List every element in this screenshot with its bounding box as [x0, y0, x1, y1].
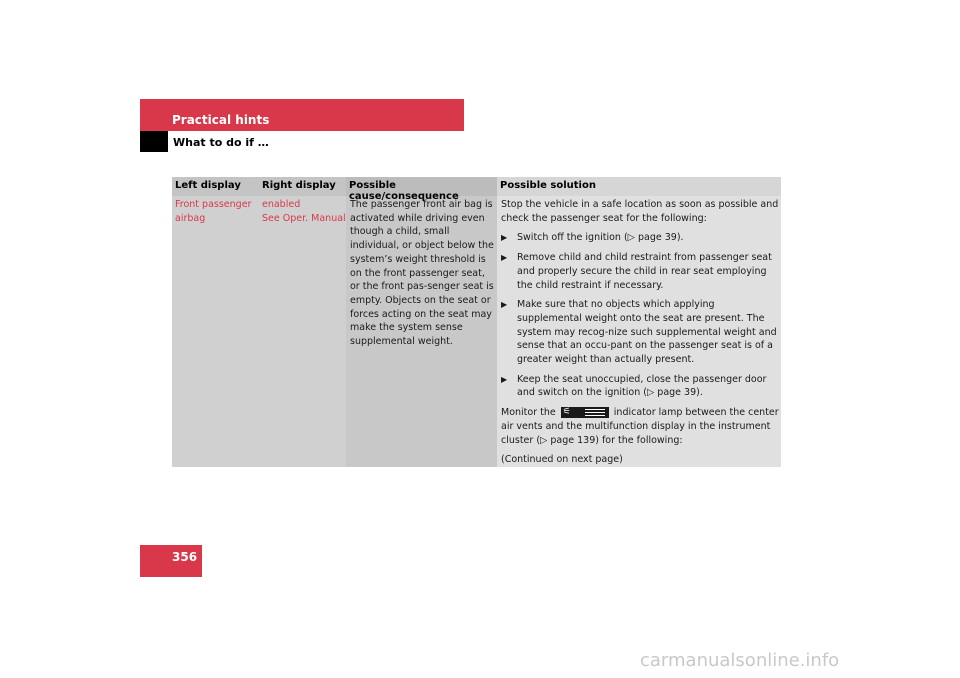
solution-intro: Stop the vehicle in a safe location as soon as possible and check the passenger seat for the following: — [501, 199, 779, 224]
left-display-line: airbag — [175, 212, 206, 224]
page-number: 356 — [172, 550, 198, 564]
info-table — [172, 177, 781, 467]
solution-bullet — [501, 231, 779, 245]
solution-bullet — [501, 373, 779, 400]
header-solution: Possible solution — [497, 177, 781, 196]
bullet-text: Make sure that no objects which applying supplemental weight onto the seat are present. The system may recog-nize such supplemental weight and sense that an occu-pant on the passenger seat is of a greater weight than actually present. — [517, 299, 777, 366]
watermark: carmanualsonline.info — [640, 650, 840, 671]
header-marker — [140, 131, 168, 152]
left-display-text — [175, 198, 257, 225]
monitor-after: indicator lamp between the center air vents and the multifunction display in the instrument cluster (▷ page 139) for the following: — [501, 407, 779, 446]
section-title: Practical hints — [172, 113, 270, 127]
monitor-before: Monitor the — [501, 407, 556, 419]
bullet-text: Remove child and child restraint from passenger seat and properly secure the child in rear seat employing the child restraint if necessary. — [517, 252, 772, 291]
right-display-text — [262, 198, 346, 225]
bullet-arrow-icon: ▶ — [501, 233, 508, 243]
bullet-text: Keep the seat unoccupied, close the passenger door and switch on the ignition (▷ page 39). — [517, 373, 767, 399]
right-display-line: See Oper. Manual — [262, 212, 346, 224]
bullet-arrow-icon: ▶ — [501, 253, 508, 263]
header-left-display: Left display — [172, 177, 259, 196]
solution-text — [501, 198, 779, 473]
bullet-arrow-icon: ▶ — [501, 300, 508, 310]
bullet-arrow-icon: ▶ — [501, 374, 508, 384]
solution-bullet — [501, 298, 779, 367]
passenger-airbag-indicator-icon: ⚟ — [561, 407, 609, 418]
solution-bullet — [501, 251, 779, 292]
left-display-line: Front passenger — [175, 199, 252, 210]
right-display-line: enabled — [262, 199, 301, 210]
cause-text: The passenger front air bag is activated while driving even though a child, small individual, or object below the system’s weight threshold is on the front passenger seat, or the front pas-senger seat is empty. Objects on the seat or forces acting on the seat may make the system sense supplemental weight. — [350, 199, 494, 348]
header-right-display: Right display — [259, 177, 346, 196]
monitor-paragraph — [501, 406, 779, 447]
section-subtitle: What to do if … — [173, 136, 269, 149]
bullet-text: Switch off the ignition (▷ page 39). — [517, 232, 684, 244]
continued-note: (Continued on next page) — [501, 454, 623, 466]
header-cause: Possible cause/consequence — [346, 177, 497, 196]
